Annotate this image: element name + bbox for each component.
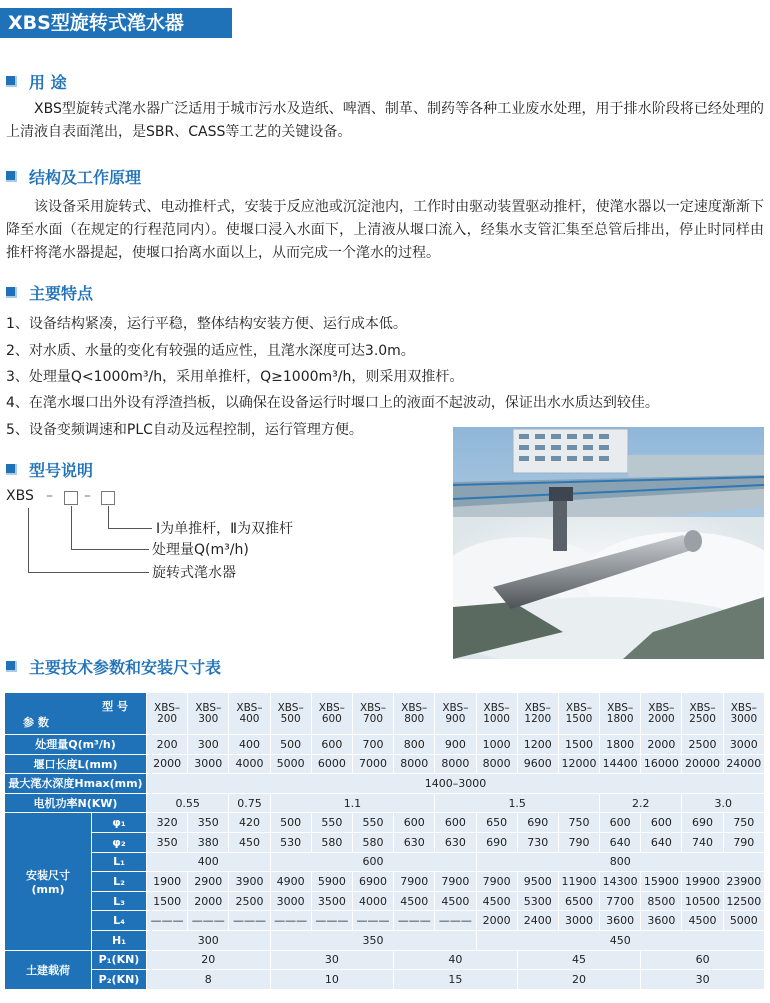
load-p1-row [5,950,765,970]
value-cell: 740 [682,832,723,852]
value-cell: 3600 [600,911,641,931]
value-cell: 8500 [641,891,682,911]
value-cell: 1.5 [435,793,600,813]
row-sublabel: P₁(KN) [92,950,147,970]
model-dash: – [46,488,53,504]
value-cell: 7700 [600,891,641,911]
motor-power-row [5,793,765,813]
feature-item: 3、处理量Q<1000m³/h，采用单推杆，Q≥1000m³/h，则采用双推杆。 [6,369,464,385]
page-title: XBS型旋转式滗水器 [0,8,232,38]
value-cell: 45 [517,950,641,970]
row-sublabel: L₃ [92,891,147,911]
value-cell: 3.0 [682,793,765,813]
value-cell: 4500 [435,891,476,911]
value-cell: 14300 [600,872,641,892]
install-phi2-row [5,832,765,852]
value-cell: 9600 [517,754,558,774]
value-cell: 350 [270,930,476,950]
principle-paragraph: 该设备采用旋转式、电动推杆式，安装于反应池或沉淀池内，工作时由驱动装置驱动推杆，使滗水器以一定速度渐渐下降至水面（在规定的行程范同内）。使堰口浸入水面下，上清液从堰口流入，经集水支管汇集至总管后排出，停止时同样由推杆将滗水器提起，使堰口抬离水面以上，从而完成一个滗水的过程。 [6,199,764,261]
value-cell: 1900 [147,872,188,892]
model-diagram [6,488,346,588]
product-photo [453,427,764,659]
section-heading-usage [6,70,67,92]
row-label: 堰口长度L(mm) [5,754,147,774]
bullet-square-icon [6,76,17,87]
value-cell: 500 [270,735,311,755]
value-cell: 15 [394,970,518,990]
table-corner-header [5,693,147,735]
value-cell: 300 [147,930,271,950]
value-cell: 900 [435,735,476,755]
model-header-cell: XBS– 400 [229,693,270,735]
value-cell: ——— [352,911,393,931]
value-cell: ——— [311,911,352,931]
value-cell: 5300 [517,891,558,911]
install-L1-row [5,852,765,872]
row-label: 处理量Q(m³/h) [5,735,147,755]
value-cell: 20000 [682,754,723,774]
value-cell: 30 [270,950,394,970]
value-cell: 580 [352,832,393,852]
value-cell: 10500 [682,891,723,911]
value-cell: 6000 [311,754,352,774]
model-header-cell: XBS– 300 [188,693,229,735]
row-sublabel: L₄ [92,911,147,931]
usage-paragraph: XBS型旋转式滗水器广泛适用于城市污水及造纸、啤酒、制革、制药等各种工业废水处理，用于排水阶段将已经处理的上清液自表面滗出，是SBR、CASS等工艺的关键设备。 [6,101,764,140]
value-cell: 23900 [723,872,764,892]
model-label-rod: Ⅰ为单推杆，Ⅱ为双推杆 [156,521,294,537]
value-cell: 30 [641,970,765,990]
leader-line [71,506,72,549]
model-header-cell: XBS– 800 [394,693,435,735]
value-cell: 3000 [723,735,764,755]
value-cell: 400 [229,735,270,755]
value-cell: 580 [311,832,352,852]
value-cell: 640 [641,832,682,852]
install-L3-row [5,891,765,911]
section-heading-principle [6,165,141,187]
value-cell: 500 [270,813,311,833]
leader-line [28,508,29,572]
row-sublabel: P₂(KN) [92,970,147,990]
value-cell: 0.75 [229,793,270,813]
features-heading-text: 主要特点 [29,283,94,303]
corner-param-label: 参 数 [23,715,49,729]
value-cell: 400 [147,852,271,872]
value-cell: 8 [147,970,271,990]
value-cell: 7000 [352,754,393,774]
value-cell: 420 [229,813,270,833]
row-label: 最大滗水深度Hmax(mm) [5,774,147,794]
leader-line [28,572,149,573]
value-cell: ——— [435,911,476,931]
model-label-capacity: 处理量Q(m³/h) [152,542,249,558]
value-cell: 8000 [476,754,517,774]
model-header-cell: XBS– 1000 [476,693,517,735]
value-cell: 6500 [558,891,599,911]
value-cell: 10 [270,970,394,990]
value-cell: 600 [270,852,476,872]
value-cell: 8000 [394,754,435,774]
model-box-rod [101,491,115,505]
feature-item: 1、设备结构紧凑，运行平稳，整体结构安装方便、运行成本低。 [6,316,407,332]
row-label: 电机功率N(KW) [5,793,147,813]
row-sublabel: L₂ [92,872,147,892]
row-sublabel: φ₁ [92,813,147,833]
spec-table [4,692,765,990]
value-cell: 12500 [723,891,764,911]
value-cell: ——— [229,911,270,931]
install-phi1-row [5,813,765,833]
bullet-square-icon [6,171,17,182]
value-cell: 16000 [641,754,682,774]
value-cell: 350 [147,832,188,852]
value-cell: 9500 [517,872,558,892]
value-cell: 19900 [682,872,723,892]
value-cell: 790 [558,832,599,852]
value-cell: 630 [435,832,476,852]
bullet-square-icon [6,464,17,475]
value-cell: 2900 [188,872,229,892]
value-cell: ——— [270,911,311,931]
value-cell: 690 [682,813,723,833]
row-sublabel: L₁ [92,852,147,872]
model-prefix: XBS [6,488,34,504]
model-label-type: 旋转式滗水器 [152,565,236,581]
value-cell: 3900 [229,872,270,892]
value-cell: 600 [394,813,435,833]
model-header-cell: XBS– 1200 [517,693,558,735]
model-box-capacity [64,491,78,505]
leader-line [108,528,152,529]
value-cell: 4000 [229,754,270,774]
install-H1-row [5,930,765,950]
value-cell: 14400 [600,754,641,774]
value-cell: 7900 [394,872,435,892]
value-cell: 8000 [435,754,476,774]
value-cell: 24000 [723,754,764,774]
value-cell: 5000 [723,911,764,931]
model-dash: – [84,488,91,504]
value-cell: 730 [517,832,558,852]
model-header-cell: XBS– 2000 [641,693,682,735]
value-cell: 0.55 [147,793,229,813]
params-heading-text: 主要技术参数和安装尺寸表 [29,657,222,677]
value-cell: 2000 [476,911,517,931]
value-cell: ——— [188,911,229,931]
install-size-label: 安装尺寸 (mm) [5,813,92,950]
value-cell: 600 [600,813,641,833]
corner-model-label: 型 号 [102,699,128,713]
value-cell: 20 [517,970,641,990]
section-heading-features [6,281,93,303]
value-cell: 2000 [188,891,229,911]
value-cell: 790 [723,832,764,852]
value-cell: 20 [147,950,271,970]
value-cell: 7900 [435,872,476,892]
value-cell: 2500 [682,735,723,755]
model-heading-text: 型号说明 [29,460,94,480]
model-header-cell: XBS– 1800 [600,693,641,735]
value-cell: 450 [229,832,270,852]
bullet-square-icon [6,661,17,672]
leader-line [71,549,149,550]
value-cell: 3000 [558,911,599,931]
feature-item: 4、在滗水堰口出外设有浮渣挡板，以确保在设备运行时堰口上的液面不起波动，保证出水水质达到较佳。 [6,395,659,411]
value-cell: 5900 [311,872,352,892]
value-cell: 3600 [641,911,682,931]
value-cell: 2000 [641,735,682,755]
principle-heading-text: 结构及工作原理 [29,167,142,187]
value-cell: 11900 [558,872,599,892]
value-cell: 320 [147,813,188,833]
value-cell: 4500 [394,891,435,911]
install-L4-row [5,911,765,931]
value-cell: 750 [723,813,764,833]
section-heading-model [6,458,93,480]
max-depth-row [5,774,765,794]
feature-item: 2、对水质、水量的变化有较强的适应性，且滗水深度可达3.0m。 [6,343,415,359]
value-cell: 1200 [517,735,558,755]
value-cell: 60 [641,950,765,970]
value-cell: 5000 [270,754,311,774]
value-cell: 12000 [558,754,599,774]
value-cell: 600 [435,813,476,833]
value-cell: 3500 [311,891,352,911]
value-cell: ——— [147,911,188,931]
value-cell: 600 [311,735,352,755]
value-cell: 450 [476,930,765,950]
value-cell: 4000 [352,891,393,911]
value-cell: 1.1 [270,793,435,813]
value-cell: 690 [517,813,558,833]
value-cell: 3000 [188,754,229,774]
value-cell: 2000 [147,754,188,774]
model-header-cell: XBS– 600 [311,693,352,735]
usage-heading-text: 用 途 [29,72,67,92]
value-cell: 15900 [641,872,682,892]
value-cell: 350 [188,813,229,833]
value-cell: 300 [188,735,229,755]
load-label: 土建载荷 [5,950,92,989]
value-cell: 1500 [558,735,599,755]
row-sublabel: φ₂ [92,832,147,852]
value-cell: 800 [476,852,765,872]
bullet-square-icon [6,287,17,298]
feature-item: 5、设备变频调速和PLC自动及远程控制，运行管理方便。 [6,422,363,438]
value-cell: 550 [311,813,352,833]
value-cell: 1000 [476,735,517,755]
value-cell: 40 [394,950,518,970]
value-cell: 3000 [270,891,311,911]
value-cell: 380 [188,832,229,852]
value-cell: 600 [641,813,682,833]
value-cell: 640 [600,832,641,852]
load-p2-row [5,970,765,990]
value-cell: 4500 [476,891,517,911]
model-header-cell: XBS– 200 [147,693,188,735]
model-header-cell: XBS– 900 [435,693,476,735]
value-cell: 550 [352,813,393,833]
leader-line [108,506,109,528]
weir-length-row [5,754,765,774]
value-cell: 1800 [600,735,641,755]
value-cell: 1500 [147,891,188,911]
value-cell: 200 [147,735,188,755]
value-cell: 530 [270,832,311,852]
value-cell: 2.2 [600,793,682,813]
value-cell: 2500 [229,891,270,911]
value-cell: 700 [352,735,393,755]
value-cell: 630 [394,832,435,852]
model-header-cell: XBS– 3000 [723,693,764,735]
value-cell: 800 [394,735,435,755]
model-header-cell: XBS– 500 [270,693,311,735]
table-header-row [5,693,765,735]
model-header-cell: XBS– 1500 [558,693,599,735]
row-sublabel: H₁ [92,930,147,950]
section-heading-params [6,655,221,677]
value-cell: ——— [394,911,435,931]
install-L2-row [5,872,765,892]
model-header-cell: XBS– 2500 [682,693,723,735]
value-cell: 1400–3000 [147,774,765,794]
value-cell: 4900 [270,872,311,892]
value-cell: 690 [476,832,517,852]
capacity-row [5,735,765,755]
value-cell: 4500 [682,911,723,931]
model-header-cell: XBS– 700 [352,693,393,735]
value-cell: 750 [558,813,599,833]
value-cell: 6900 [352,872,393,892]
value-cell: 7900 [476,872,517,892]
value-cell: 650 [476,813,517,833]
value-cell: 2400 [517,911,558,931]
